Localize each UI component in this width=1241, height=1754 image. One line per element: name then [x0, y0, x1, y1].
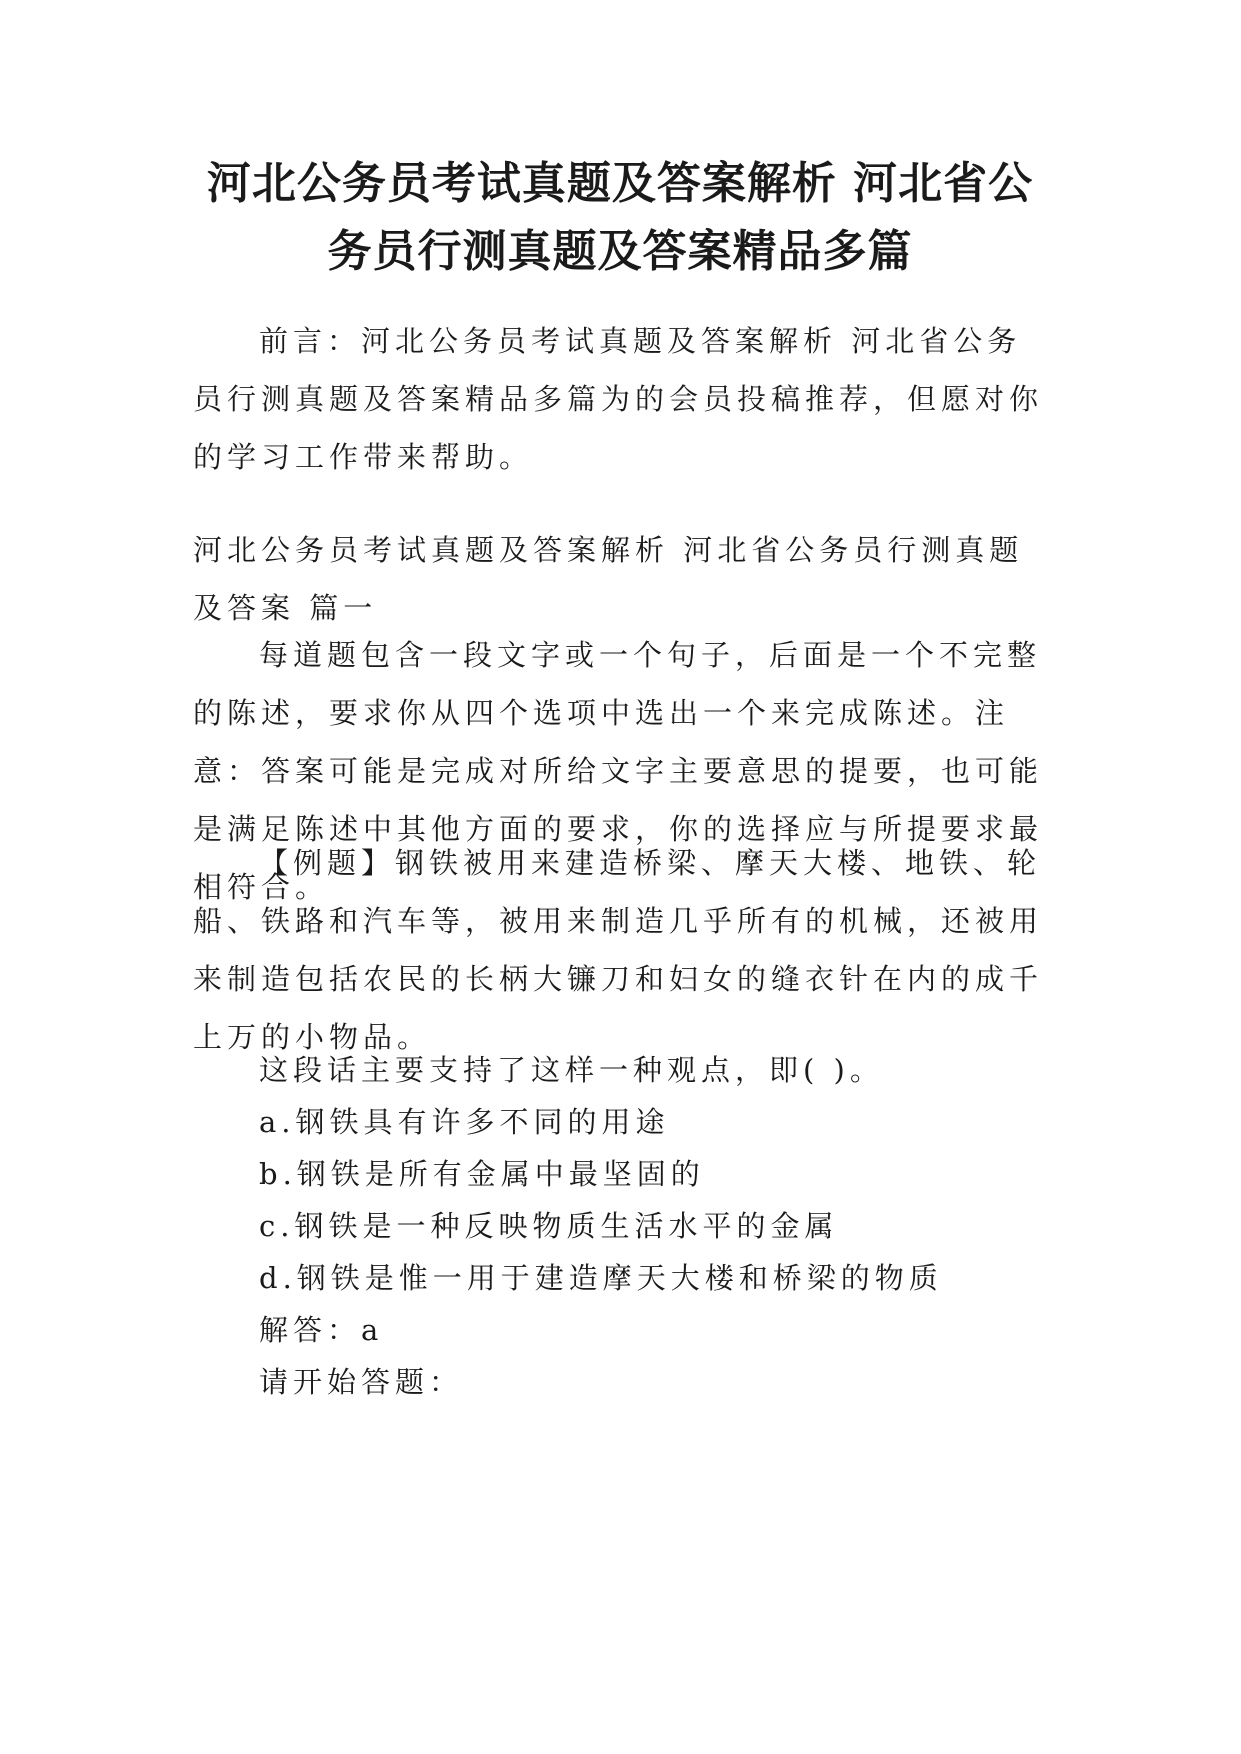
example-paragraph: 【例题】钢铁被用来建造桥梁、摩天大楼、地铁、轮船、铁路和汽车等，被用来制造几乎所有的机械，还被用来制造包括农民的长柄大镰刀和妇女的缝衣针在内的成千上万的小物品。	[193, 846, 1044, 1054]
option-b: b.钢铁是所有金属中最坚固的	[259, 1157, 705, 1191]
document-title	[170, 150, 1070, 286]
title-line-1: 河北公务员考试真题及答案解析 河北省公	[206, 158, 1034, 209]
answer-text: 解答：a	[259, 1313, 384, 1347]
start-prompt: 请开始答题：	[259, 1365, 464, 1399]
preface-paragraph: 前言：河北公务员考试真题及答案解析 河北省公务员行测真题及答案精品多篇为的会员投稿推荐，但愿对你的学习工作带来帮助。	[193, 324, 1044, 474]
option-d: d.钢铁是惟一用于建造摩天大楼和桥梁的物质	[259, 1261, 943, 1295]
title-line-2: 务员行测真题及答案精品多篇	[327, 226, 913, 277]
option-c: c.钢铁是一种反映物质生活水平的金属	[259, 1209, 839, 1243]
option-a: a.钢铁具有许多不同的用途	[259, 1105, 670, 1139]
section-heading: 河北公务员考试真题及答案解析 河北省公务员行测真题及答案 篇一	[193, 533, 1024, 625]
question-text: 这段话主要支持了这样一种观点，即( )。	[259, 1053, 884, 1087]
instructions-paragraph: 每道题包含一段文字或一个句子，后面是一个不完整的陈述，要求你从四个选项中选出一个来完成陈述。注意：答案可能是完成对所给文字主要意思的提要，也可能是满足陈述中其他方面的要求，你的选择应与所提要求最相符合。	[193, 638, 1044, 904]
